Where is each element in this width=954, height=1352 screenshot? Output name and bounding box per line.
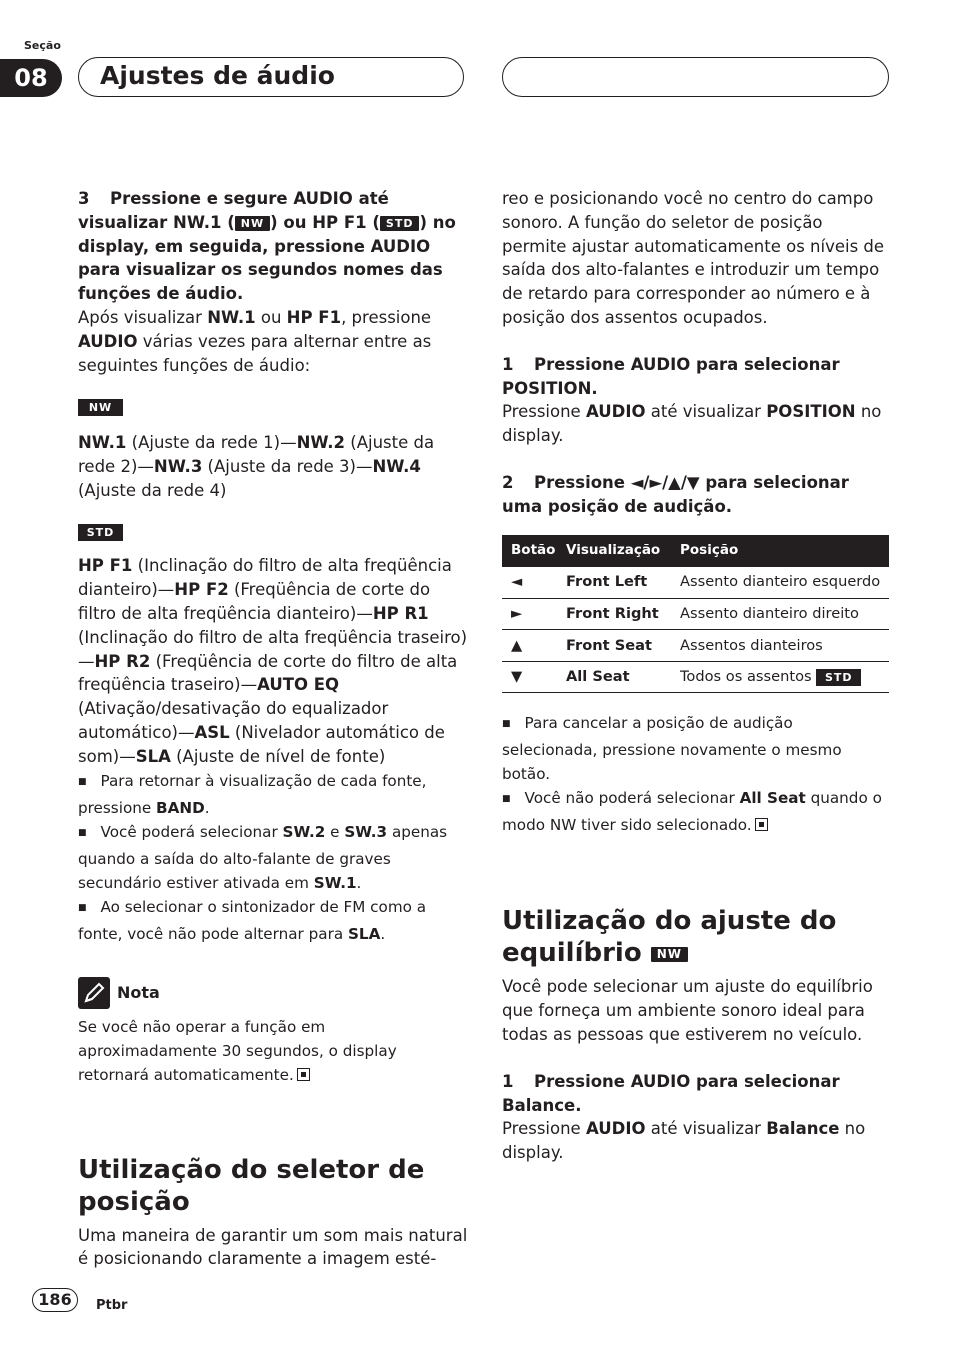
heading-position-selector: Utilização do seletor de posição <box>78 1154 425 1217</box>
table-cell-position: Assentos dianteiros <box>680 630 889 662</box>
bullet-all-seat: ■ Você não poderá selecionar All Seat quando o modo NW tiver sido selecionado. <box>502 786 892 837</box>
step-3-heading: 3 Pressione e segure AUDIO até visualizar NW.1 ( NW ) ou HP F1 ( STD ) no display, em seguida, pressione AUDIO para visualizar os segundos nomes das funções de áudio. <box>78 189 456 304</box>
bullet-band: ■ Para retornar à visualização de cada fonte, pressione BAND. <box>78 769 468 820</box>
nw-badge: NW <box>651 947 688 962</box>
step-1-balance-body: Pressione AUDIO até visualizar Balance no display. <box>502 1119 866 1163</box>
right-column <box>502 187 892 1165</box>
nw-badge: NW <box>78 399 123 416</box>
bullet-sw: ■ Você poderá selecionar SW.2 e SW.3 apenas quando a saída do alto-falante de graves secundário estiver ativada em SW.1. <box>78 820 468 895</box>
left-column <box>78 187 468 1271</box>
note-text: Se você não operar a função em aproximadamente 30 segundos, o display retornará automaticamente. <box>78 1017 397 1084</box>
step-2-position-heading: 2 Pressione ◄/►/▲/▼ para selecionar uma posição de audição. <box>502 472 849 516</box>
note-label: Nota <box>117 982 160 1002</box>
position-table <box>502 535 889 694</box>
page-title: Ajustes de áudio <box>100 61 335 90</box>
step-1-balance-heading: 1 Pressione AUDIO para selecionar Balance. <box>502 1071 840 1115</box>
note-header <box>78 976 468 1010</box>
section-label: Seção <box>24 39 61 52</box>
step-1-position-heading: 1 Pressione AUDIO para selecionar POSITION. <box>502 354 840 398</box>
table-row <box>502 630 889 662</box>
bullet-cancel-position: ■ Para cancelar a posição de audição selecionada, pressione novamente o mesmo botão. <box>502 711 892 786</box>
table-cell-button: ► <box>502 598 566 630</box>
position-intro-continued: reo e posicionando você no centro do campo sonoro. A função do seletor de posição permite ajustar automaticamente os níveis de saída dos alto-falantes e introduzir um tempo de retardo para corresponder ao número e à posição dos assentos ocupados. <box>502 189 885 327</box>
nw-function-list: NW.1 (Ajuste da rede 1)—NW.2 (Ajuste da rede 2)—NW.3 (Ajuste da rede 3)—NW.4 (Ajuste da rede 4) <box>78 433 435 500</box>
header-right-frame <box>502 57 889 97</box>
section-number-badge: 08 <box>0 59 62 97</box>
step-1-position-body: Pressione AUDIO até visualizar POSITION no display. <box>502 402 882 446</box>
nw-badge: NW <box>235 216 270 231</box>
page-number: 186 <box>32 1288 78 1312</box>
table-cell-display: All Seat <box>566 661 680 693</box>
balance-intro: Você pode selecionar um ajuste do equilíbrio que forneça um ambiente sonoro ideal para todas as pessoas que estiverem no veículo. <box>502 977 873 1045</box>
heading-balance: Utilização do ajuste do equilíbrio NW <box>502 906 837 969</box>
std-badge: STD <box>816 669 861 686</box>
table-header-row <box>502 535 889 567</box>
table-header-cell: Visualização <box>566 535 680 567</box>
table-row <box>502 598 889 630</box>
language-code: Ptbr <box>96 1298 128 1313</box>
table-cell-position: Assento dianteiro esquerdo <box>680 567 889 599</box>
table-cell-position: Assento dianteiro direito <box>680 598 889 630</box>
table-cell-button: ▲ <box>502 630 566 662</box>
table-cell-display: Front Right <box>566 598 680 630</box>
end-mark-icon <box>297 1068 310 1081</box>
table-cell-button: ▼ <box>502 661 566 693</box>
step-3-body: Após visualizar NW.1 ou HP F1, pressione AUDIO várias vezes para alternar entre as seguintes funções de áudio: <box>78 307 432 375</box>
table-header-cell: Botão <box>502 535 566 567</box>
table-cell-display: Front Left <box>566 567 680 599</box>
std-badge: STD <box>380 216 420 231</box>
table-row <box>502 661 889 693</box>
table-cell-display: Front Seat <box>566 630 680 662</box>
end-mark-icon <box>755 818 768 831</box>
bullet-sla: ■ Ao selecionar o sintonizador de FM como a fonte, você não pode alternar para SLA. <box>78 895 468 946</box>
table-header-cell: Posição <box>680 535 889 567</box>
table-cell-button: ◄ <box>502 567 566 599</box>
std-function-list: HP F1 (Inclinação do filtro de alta freqüência dianteiro)—HP F2 (Freqüência de corte do filtro de alta freqüência dianteiro)—HP R1 (Inclinação do filtro de alta freqüência traseiro) —HP R2 (Freqüência de corte do filtro de alta freqüência traseiro)—AUTO EQ (Ativação/desativação do equalizador automático)—ASL (Nivelador automático de som)—SLA (Ajuste de nível de fonte) <box>78 556 468 766</box>
note-pencil-icon <box>78 977 110 1009</box>
std-badge: STD <box>78 524 123 541</box>
position-intro: Uma maneira de garantir um som mais natural é posicionando claramente a imagem esté- <box>78 1225 468 1269</box>
table-row <box>502 567 889 599</box>
table-cell-position: Todos os assentos STD <box>680 661 889 693</box>
